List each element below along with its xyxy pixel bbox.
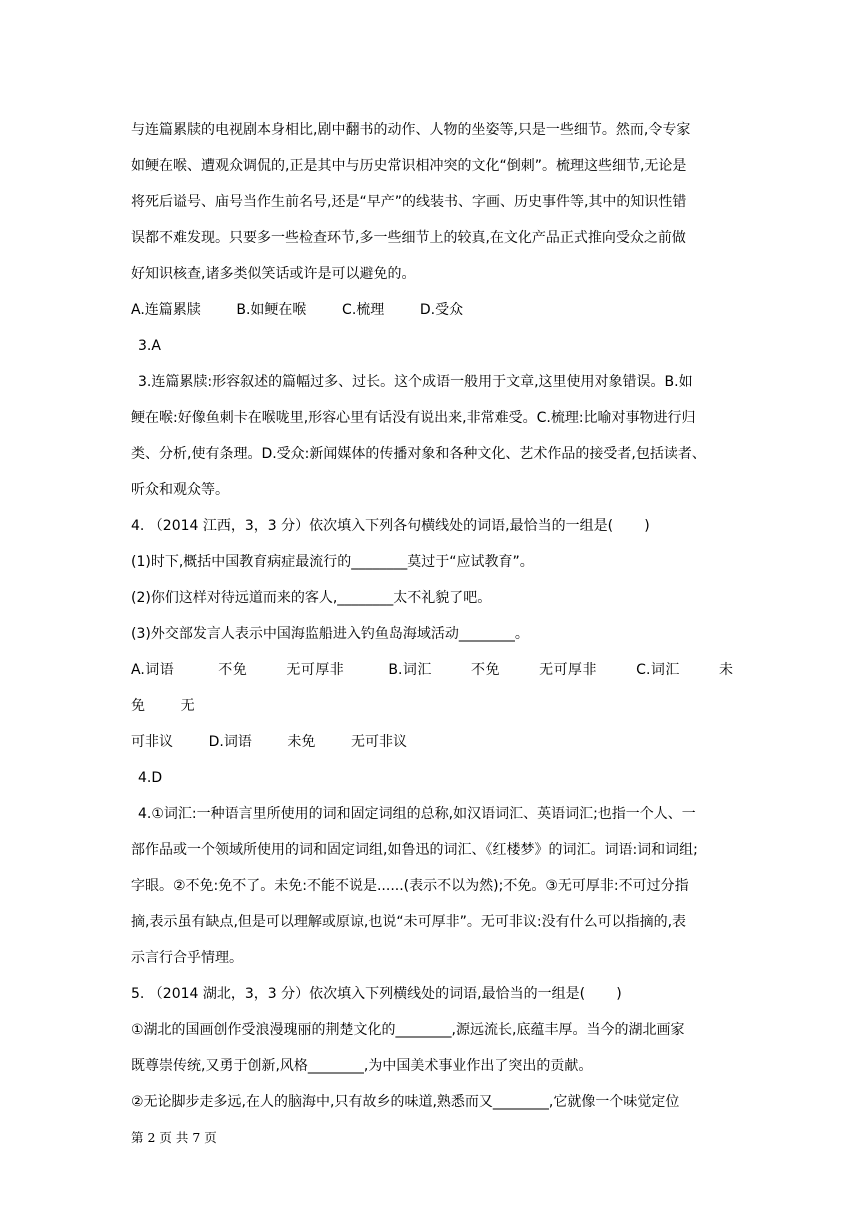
q5-sentence-line: ②无论脚步走多远,在人的脑海中,只有故乡的味道,熟悉而又________,它就像一个味觉定位 bbox=[131, 1094, 680, 1110]
q4-explanation-line: 4.①词汇:一种语言里所使用的词和固定词组的总称,如汉语词汇、英语词汇;也指一个人、一 bbox=[138, 806, 696, 822]
page-footer: 第 2 页 共 7 页 bbox=[131, 1130, 217, 1145]
q4-options-line: A.词语 不免 无可厚非 B.词汇 不免 无可厚非 C.词汇 未免 无 bbox=[131, 662, 733, 714]
passage-line: 好知识核查,诸多类似笑话或许是可以避免的。 bbox=[131, 266, 416, 282]
page-content bbox=[131, 112, 733, 1120]
passage-line: 与连篇累牍的电视剧本身相比,剧中翻书的动作、人物的坐姿等,只是一些细节。然而,令专家 bbox=[131, 122, 691, 138]
q3-explanation-line: 3.连篇累牍:形容叙述的篇幅过多、过长。这个成语一般用于文章,这里使用对象错误。B.如 bbox=[138, 374, 693, 390]
q3-explanation-line: 类、分析,使有条理。D.受众:新闻媒体的传播对象和各种文化、艺术作品的接受者,包括读者、 bbox=[131, 446, 706, 462]
q5-stem: 5. （2014 湖北，3，3 分）依次填入下列横线处的词语,最恰当的一组是( ) bbox=[131, 986, 622, 1002]
passage-line: 将死后谥号、庙号当作生前名号,还是“早产”的线装书、字画、历史事件等,其中的知识性错 bbox=[131, 194, 687, 210]
q3-explanation-line: 听众和观众等。 bbox=[131, 482, 229, 498]
q4-options-line: 可非议 D.词语 未免 无可非议 bbox=[131, 734, 408, 750]
q3-options: A.连篇累牍 B.如鲠在喉 C.梳理 D.受众 bbox=[131, 302, 464, 318]
passage-line: 如鲠在喉、遭观众调侃的,正是其中与历史常识相冲突的文化“倒刺”。梳理这些细节,无论是 bbox=[131, 158, 687, 174]
q4-explanation-line: 示言行合乎情理。 bbox=[131, 950, 243, 966]
q4-sentence-1: (1)时下,概括中国教育病症最流行的________莫过于“应试教育”。 bbox=[131, 554, 534, 570]
passage-line: 误都不难发现。只要多一些检查环节,多一些细节上的较真,在文化产品正式推向受众之前做 bbox=[131, 230, 686, 246]
q4-sentence-3: (3)外交部发言人表示中国海监船进入钓鱼岛海域活动________。 bbox=[131, 626, 529, 642]
q4-explanation-line: 部作品或一个领域所使用的词和固定词组,如鲁迅的词汇、《红楼梦》的词汇。词语:词和词组; bbox=[131, 842, 698, 858]
q3-answer: 3.A bbox=[138, 338, 161, 354]
q5-sentence-line: ①湖北的国画创作受浪漫瑰丽的荆楚文化的________,源远流长,底蕴丰厚。当今的湖北画家 bbox=[131, 1022, 685, 1038]
q4-stem: 4. （2014 江西，3，3 分）依次填入下列各句横线处的词语,最恰当的一组是( ) bbox=[131, 518, 650, 534]
q4-answer: 4.D bbox=[138, 770, 163, 786]
q4-explanation-line: 摘,表示虽有缺点,但是可以理解或原谅,也说“未可厚非”。无可非议:没有什么可以指摘的,表 bbox=[131, 914, 687, 930]
q4-sentence-2: (2)你们这样对待远道而来的客人,________太不礼貌了吧。 bbox=[131, 590, 492, 606]
q3-explanation-line: 鲠在喉:好像鱼刺卡在喉咙里,形容心里有话没有说出来,非常难受。C.梳理:比喻对事物进行归 bbox=[131, 410, 696, 426]
q5-sentence-line: 既尊崇传统,又勇于创新,风格________,为中国美术事业作出了突出的贡献。 bbox=[131, 1058, 593, 1074]
q4-explanation-line: 字眼。②不免:免不了。未免:不能不说是......(表示不以为然);不免。③无可厚非:不可过分指 bbox=[131, 878, 689, 894]
